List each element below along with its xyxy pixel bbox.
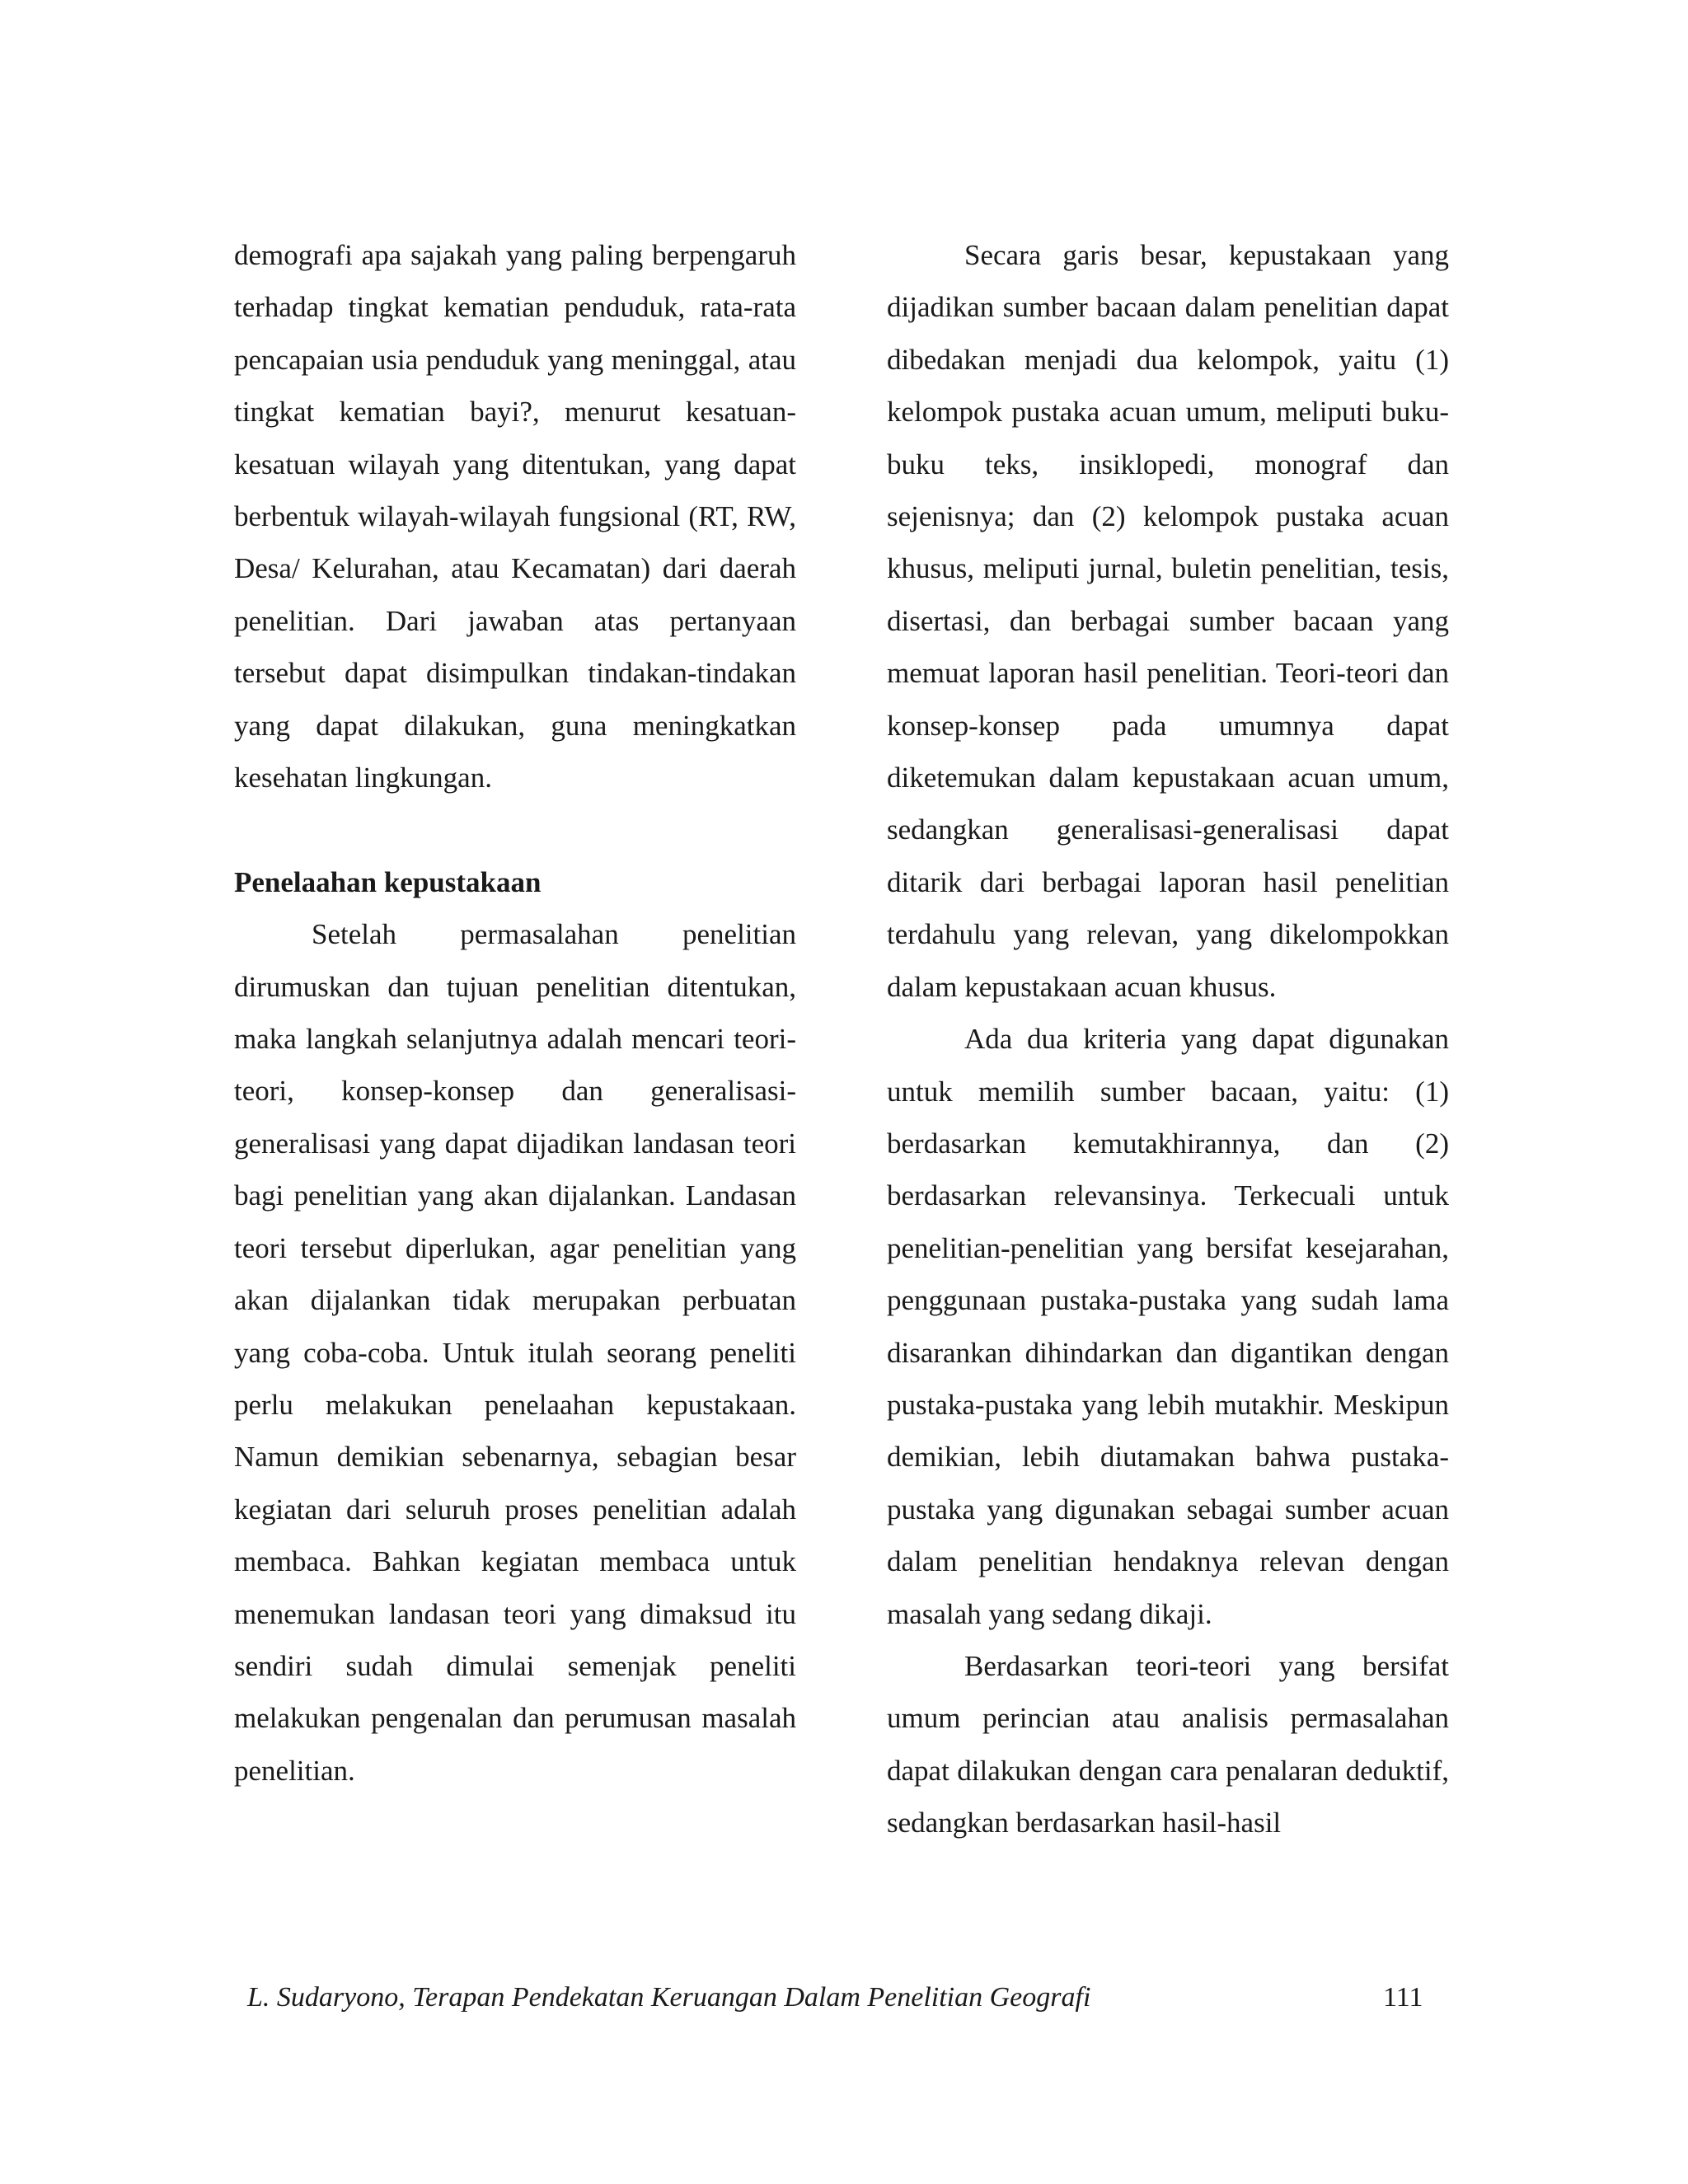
page-number: 111 — [1383, 1982, 1423, 2013]
body-paragraph: Ada dua kriteria yang dapat digunakan untuk memilih sumber bacaan, yaitu: (1) berdasarkan kemutakhirannya, dan (2) berdasarkan relevansinya. Terkecuali untuk penelitian-penelitian yang bersifat kesejarahan, penggunaan pustaka-pustaka yang sudah lama disarankan dihindarkan dan digantikan dengan pustaka-pustaka yang lebih mutakhir. Meskipun demikian, lebih diutamakan bahwa pustaka-pustaka yang digunakan sebagai sumber acuan dalam penelitian hendaknya relevan dengan masalah yang sedang dikaji. — [887, 1023, 1449, 1630]
running-title: L. Sudaryono, Terapan Pendekatan Keruangan Dalam Penelitian Geografi — [247, 1982, 1091, 2013]
body-paragraph: demografi apa sajakah yang paling berpengaruh terhadap tingkat kematian penduduk, rata-rata pencapaian usia penduduk yang meninggal, atau tingkat kematian bayi?, menurut kesatuan-kesatuan wilayah yang ditentukan, yang dapat berbentuk wilayah-wilayah fungsional (RT, RW, Desa/ Kelurahan, atau Kecamatan) dari daerah penelitian. Dari jawaban atas pertanyaan tersebut dapat disimpulkan tindakan-tindakan yang dapat dilakukan, guna meningkatkan kesehatan lingkungan. — [234, 239, 796, 794]
right-column — [887, 229, 1449, 1849]
body-paragraph: Secara garis besar, kepustakaan yang dijadikan sumber bacaan dalam penelitian dapat dibedakan menjadi dua kelompok, yaitu (1) kelompok pustaka acuan umum, meliputi buku-buku teks, insiklopedi, monograf dan sejenisnya; dan (2) kelompok pustaka acuan khusus, meliputi jurnal, buletin penelitian, tesis, disertasi, dan berbagai sumber bacaan yang memuat laporan hasil penelitian. Teori-teori dan konsep-konsep pada umumnya dapat diketemukan dalam kepustakaan acuan umum, sedangkan generalisasi-generalisasi dapat ditarik dari berbagai laporan hasil penelitian terdahulu yang relevan, yang dikelompokkan dalam kepustakaan acuan khusus. — [887, 239, 1449, 1003]
body-paragraph: Setelah permasalahan penelitian dirumuskan dan tujuan penelitian ditentukan, maka langkah selanjutnya adalah mencari teori-teori, konsep-konsep dan generalisasi-generalisasi yang dapat dijadikan landasan teori bagi penelitian yang akan dijalankan. Landasan teori tersebut diperlukan, agar penelitian yang akan dijalankan tidak merupakan perbuatan yang coba-coba. Untuk itulah seorang peneliti perlu melakukan penelaahan kepustakaan. Namun demikian sebenarnya, sebagian besar kegiatan dari seluruh proses penelitian adalah membaca. Bahkan kegiatan membaca untuk menemukan landasan teori yang dimaksud itu sendiri sudah dimulai semenjak peneliti melakukan pengenalan dan perumusan masalah penelitian. — [234, 918, 796, 1787]
body-paragraph: Berdasarkan teori-teori yang bersifat umum perincian atau analisis permasalahan dapat dilakukan dengan cara penalaran deduktif, sedangkan berdasarkan hasil-hasil — [887, 1649, 1449, 1840]
left-column — [234, 229, 796, 1797]
section-heading: Penelaahan kepustakaan — [234, 865, 542, 898]
